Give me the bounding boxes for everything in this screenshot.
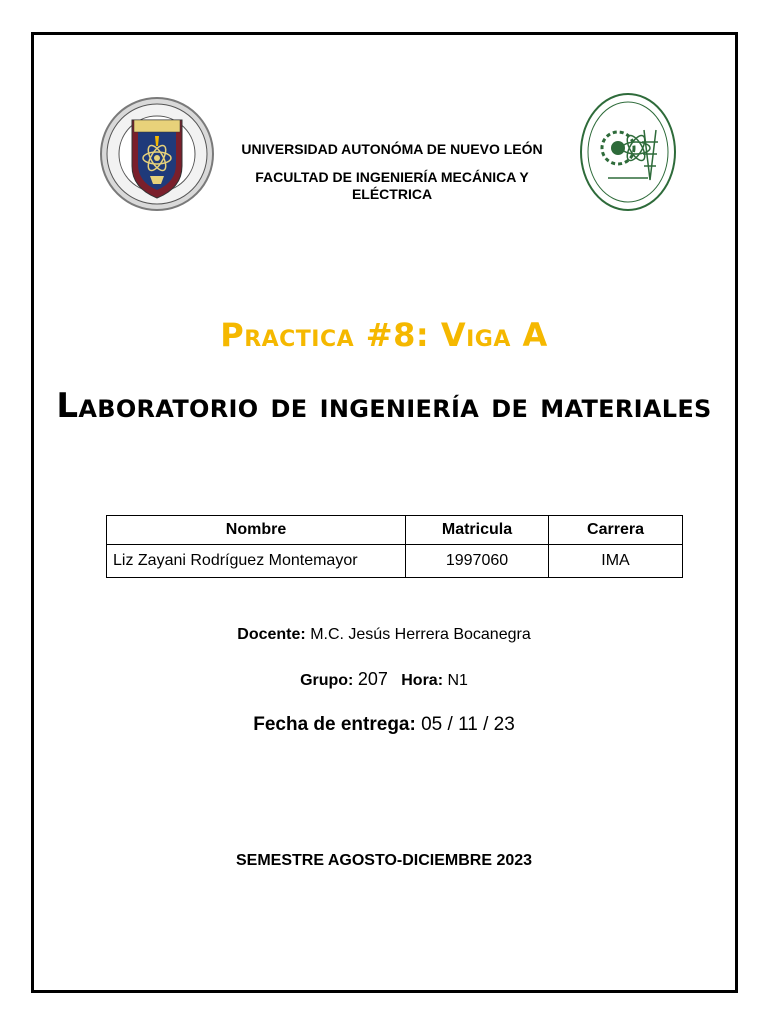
fecha-label: Fecha de entrega: — [253, 714, 416, 735]
fime-seal-logo — [578, 90, 678, 214]
column-header-carrera: Carrera — [549, 516, 683, 545]
hora-label: Hora: — [401, 672, 444, 689]
grupo-line — [0, 669, 768, 690]
uanl-seal-logo — [98, 96, 216, 212]
grupo-value: 207 — [357, 669, 388, 689]
practice-title: Practica #8: Viga A — [220, 316, 548, 354]
column-header-matricula: Matricula — [406, 516, 549, 545]
cell-nombre: Liz Zayani Rodríguez Montemayor — [107, 545, 406, 578]
docente-value: M.C. Jesús Herrera Bocanegra — [310, 626, 531, 643]
grupo-label: Grupo: — [300, 672, 354, 689]
university-name: UNIVERSIDAD AUTONÓMA DE NUEVO LEÓN — [241, 141, 543, 157]
column-header-nombre: Nombre — [107, 516, 406, 545]
cell-carrera: IMA — [549, 545, 683, 578]
hora-value: N1 — [447, 672, 468, 689]
semester-footer: SEMESTRE AGOSTO-DICIEMBRE 2023 — [235, 852, 533, 869]
faculty-name: FACULTAD DE INGENIERÍA MECÁNICA Y ELÉCTRICA — [255, 169, 529, 202]
fecha-line — [0, 714, 768, 736]
docente-label: Docente: — [237, 626, 306, 643]
table-header-row — [107, 516, 683, 545]
students-table — [106, 515, 683, 578]
fecha-value: 05 / 11 / 23 — [421, 714, 515, 735]
lab-title: Laboratorio de ingeniería de materiales — [56, 386, 712, 426]
table-row — [107, 545, 683, 578]
cell-matricula: 1997060 — [406, 545, 549, 578]
docente-line — [0, 626, 768, 644]
